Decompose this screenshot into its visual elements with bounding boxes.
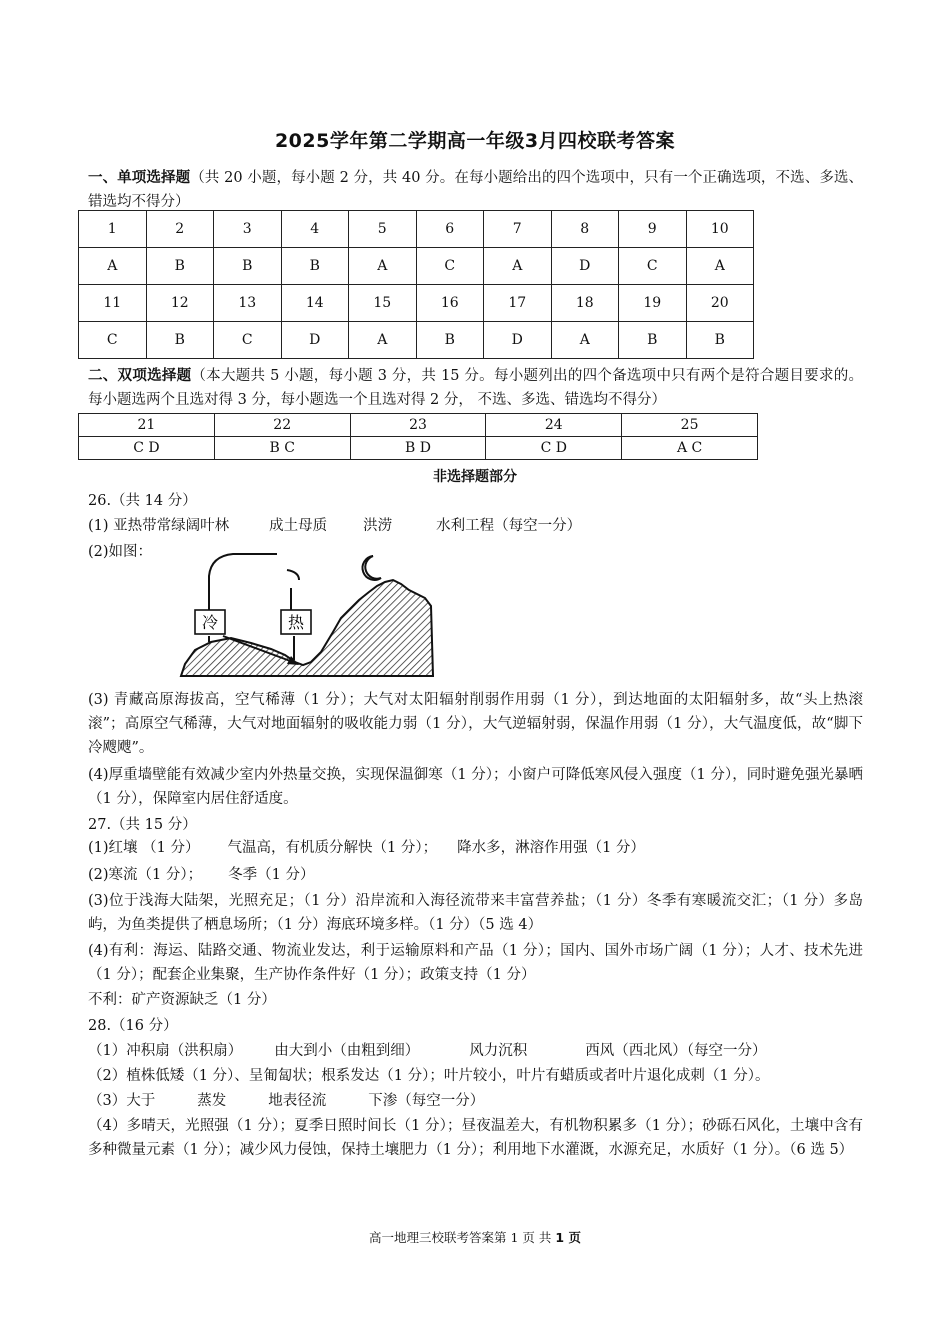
table-cell: 9 <box>619 211 687 248</box>
single-choice-answer-table <box>78 210 754 359</box>
table-cell: A <box>79 248 147 285</box>
table-cell: 23 <box>350 414 486 437</box>
q28-answer-4: （4）多晴天，光照强（1 分）；夏季日照时间长（1 分）；昼夜温差大，有机物积累多（1 分）；砂砾石风化，土壤中含有多种微量元素（1 分）；减少风力侵蚀，保持土壤肥力（1 分）；利用地下水灌溉，水源充足，水质好（1 分）。（6 选 5） <box>88 1118 863 1158</box>
table-cell: B <box>214 248 282 285</box>
table-cell: 4 <box>281 211 349 248</box>
answer-blank: 水利工程（每空一分） <box>436 518 582 534</box>
answer-blank: (1) 亚热带常绿阔叶林 <box>88 518 230 534</box>
table-cell: 13 <box>214 285 282 322</box>
table-cell: 11 <box>79 285 147 322</box>
circulation-path <box>209 554 277 614</box>
table-cell: A <box>686 248 754 285</box>
cold-label: 冷 <box>201 613 219 632</box>
mountain-valley-wind-diagram <box>173 546 435 680</box>
answer-blank: 蒸发 <box>197 1093 227 1109</box>
table-cell: 25 <box>622 414 758 437</box>
answer-blank: 降水多，淋溶作用强（1 分） <box>457 840 645 856</box>
answer-blank: 气温高，有机质分解快（1 分）； <box>227 840 438 856</box>
table-row <box>79 322 754 359</box>
q28-answer-1 <box>88 1040 766 1062</box>
answer-blank: 成土母质 <box>269 518 328 534</box>
table-cell: 3 <box>214 211 282 248</box>
table-cell: 22 <box>214 414 350 437</box>
section1-intro <box>88 166 863 214</box>
q26-answer-3: (3) 青藏高原海拔高，空气稀薄（1 分）；大气对太阳辐射削弱作用弱（1 分），到达地面的太阳辐射多，故“头上热滚滚”；高原空气稀薄，大气对地面辐射的吸收能力弱（1 分），大气逆辐射弱，保温作用弱（1 分），大气温度低，故“脚下冷飕飕”。 <box>88 692 863 756</box>
table-cell: 16 <box>416 285 484 322</box>
table-cell: 10 <box>686 211 754 248</box>
table-cell: 20 <box>686 285 754 322</box>
moon-icon <box>363 556 381 580</box>
page-title: 2025学年第二学期高一年级3月四校联考答案 <box>274 130 676 152</box>
table-row <box>79 414 758 437</box>
section2-desc: （本大题共 5 小题，每小题 3 分，共 15 分。每小题列出的四个备选项中只有两个是符合题目要求的。每小题选两个且选对得 3 分，每小题选一个且选对得 2 分， 不选、多选、错选均不得分） <box>88 368 863 408</box>
table-cell: C D <box>79 437 215 460</box>
answer-blank: 洪涝 <box>363 518 393 534</box>
answer-blank: (2)寒流（1 分）； <box>88 867 203 883</box>
table-cell: B <box>281 248 349 285</box>
table-cell: C <box>214 322 282 359</box>
answer-blank: (1)红壤 （1 分） <box>88 840 200 856</box>
circulation-path <box>287 570 299 580</box>
table-cell: A <box>349 322 417 359</box>
q27-answer-1 <box>88 837 645 859</box>
footer-text: 高一地理三校联考答案第 1 页 共 <box>369 1230 556 1245</box>
table-cell: 6 <box>416 211 484 248</box>
section1-heading: 一、单项选择题 <box>88 170 191 186</box>
double-choice-answer-table <box>78 413 758 460</box>
table-cell: D <box>551 248 619 285</box>
table-cell: C <box>79 322 147 359</box>
answer-blank: （1）冲积扇（洪积扇） <box>88 1043 243 1059</box>
table-cell: 7 <box>484 211 552 248</box>
q26-answer-4: (4)厚重墙壁能有效减少室内外热量交换，实现保温御寒（1 分）；小窗户可降低寒风侵入强度（1 分），同时避免强光暴晒（1 分），保障室内居住舒适度。 <box>88 767 863 807</box>
table-cell: A <box>551 322 619 359</box>
table-cell: 14 <box>281 285 349 322</box>
answer-blank: （3）大于 <box>88 1093 156 1109</box>
table-cell: 21 <box>79 414 215 437</box>
answer-blank: 风力沉积 <box>469 1043 528 1059</box>
table-cell: 2 <box>146 211 214 248</box>
table-row <box>79 248 754 285</box>
q27-answer-3: (3)位于浅海大陆架，光照充足；（1 分）沿岸流和入海径流带来丰富营养盐；（1 分）冬季有寒暖流交汇；（1 分）多岛屿，为鱼类提供了栖息场所；（1 分）海底环境多样。（1 分）（5 选 4） <box>88 893 863 933</box>
table-cell: 19 <box>619 285 687 322</box>
table-cell: D <box>484 322 552 359</box>
q26-head: 26.（共 14 分） <box>88 493 197 509</box>
table-cell: 17 <box>484 285 552 322</box>
footer-total-pages: 1 页 <box>555 1230 581 1245</box>
table-cell: B <box>146 322 214 359</box>
table-cell: B <box>146 248 214 285</box>
table-cell: B <box>686 322 754 359</box>
table-row <box>79 211 754 248</box>
page-footer <box>0 1228 950 1246</box>
table-cell: 12 <box>146 285 214 322</box>
section2-heading: 二、双项选择题 <box>88 368 192 384</box>
answer-blank: 地表径流 <box>268 1093 327 1109</box>
table-cell: A <box>349 248 417 285</box>
table-row <box>79 437 758 460</box>
table-row <box>79 285 754 322</box>
q27-answer-4: (4)有利：海运、陆路交通、物流业发达，利于运输原料和产品（1 分）；国内、国外市场广阔（1 分）；人才、技术先进（1 分）；配套企业集聚，生产协作条件好（1 分）；政策支持（1 分） <box>88 943 863 983</box>
hot-label: 热 <box>287 613 305 632</box>
q28-answer-2: （2）植株低矮（1 分）、呈匍匐状；根系发达（1 分）；叶片较小，叶片有蜡质或者叶片退化成刺（1 分）。 <box>88 1068 770 1084</box>
table-cell: C <box>619 248 687 285</box>
answer-blank: 冬季（1 分） <box>228 867 315 883</box>
q26-answer-2: (2)如图： <box>88 544 153 560</box>
table-cell: B D <box>350 437 486 460</box>
answer-blank: 下渗（每空一分） <box>368 1093 485 1109</box>
section1-desc: （共 20 小题，每小题 2 分，共 40 分。在每小题给出的四个选项中，只有一个正确选项，不选、多选、错选均不得分） <box>88 170 864 210</box>
table-cell: 5 <box>349 211 417 248</box>
section2-intro <box>88 364 863 412</box>
answer-blank: 西风（西北风）（每空一分） <box>585 1043 767 1059</box>
table-cell: C <box>416 248 484 285</box>
non-choice-heading: 非选择题部分 <box>433 469 517 485</box>
table-cell: 1 <box>79 211 147 248</box>
q27-answer-2 <box>88 864 314 886</box>
table-cell: 18 <box>551 285 619 322</box>
q28-answer-3 <box>88 1090 484 1112</box>
answer-blank: 由大到小（由粗到细） <box>274 1043 420 1059</box>
q27-head: 27.（共 15 分） <box>88 817 197 833</box>
table-cell: B C <box>214 437 350 460</box>
table-cell: D <box>281 322 349 359</box>
table-cell: C D <box>486 437 622 460</box>
q26-answer-1 <box>88 515 581 537</box>
q28-head: 28.（16 分） <box>88 1018 178 1034</box>
table-cell: 15 <box>349 285 417 322</box>
table-cell: 24 <box>486 414 622 437</box>
q27-answer-5: 不利：矿产资源缺乏（1 分） <box>88 992 276 1008</box>
table-cell: A <box>484 248 552 285</box>
table-cell: B <box>619 322 687 359</box>
table-cell: A C <box>622 437 758 460</box>
table-cell: B <box>416 322 484 359</box>
table-cell: 8 <box>551 211 619 248</box>
